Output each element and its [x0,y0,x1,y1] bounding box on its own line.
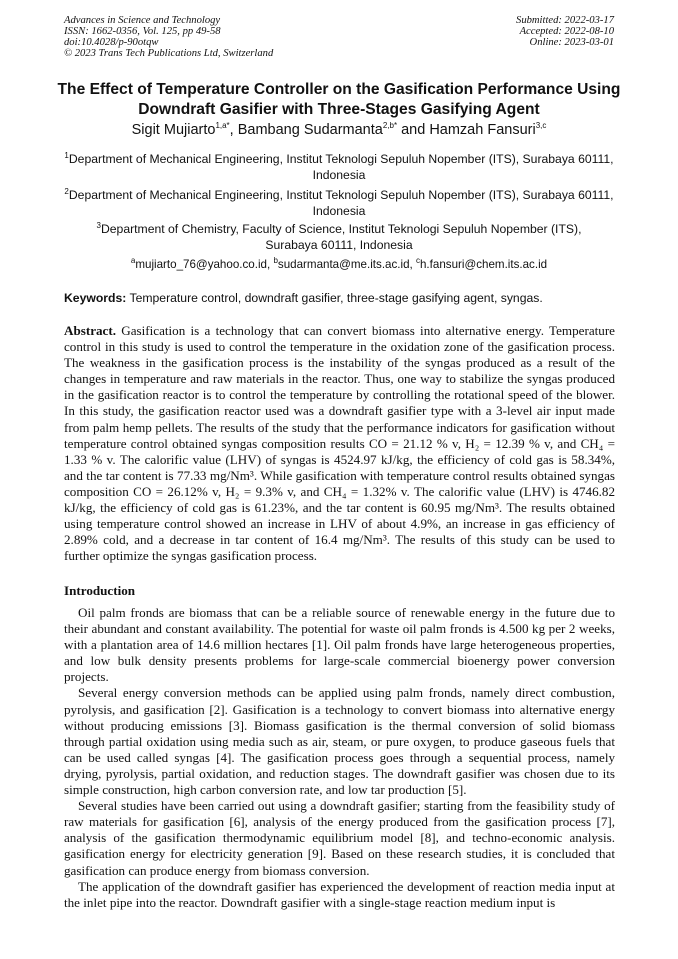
aff-sup: 2 [64,186,69,196]
accepted-date: Accepted: 2022-08-10 [519,26,614,37]
email-sup: b [273,256,278,266]
abstract-label: Abstract. [64,323,116,338]
email-link[interactable]: sudarmanta@me.its.ac.id [277,258,410,271]
issn: ISSN: 1662-0356, Vol. 125, pp 49-58 [64,26,221,37]
paragraph: Oil palm fronds are biomass that can be a reliable source of renewable energy in the future due to their abundant and constant availability. The potential for waste oil palm fronds is 4.500 kg per 2 weeks, with a plantation area of 14.6 million hectares [1]. Oil palm fronds have large heterogeneous properties, and low bulk density presents problems for large-scale commercial bioenergy power conversion projects. [64,605,615,685]
submitted-date: Submitted: 2022-03-17 [516,15,614,26]
author-name: Hamzah Fansuri [429,122,536,138]
email-sup: a [130,256,136,266]
journal-info [64,15,273,59]
online-date: Online: 2023-03-01 [529,37,614,48]
email-link[interactable]: h.fansuri@chem.its.ac.id [419,258,548,271]
aff-text: Department of Chemistry, Faculty of Science, Institut Teknologi Sepuluh Nopember (ITS), Surabaya 60111, Indonesia [100,222,582,252]
paper-title: The Effect of Temperature Controller on the Gasification Performance Using Downdraft Gasifier with Three-Stages Gasifying Agent [57,81,621,118]
doi: doi:10.4028/p-90otqw [64,37,159,48]
keywords-label: Keywords: [64,291,127,305]
keywords [64,291,624,305]
aff-text: Department of Mechanical Engineering, Institut Teknologi Sepuluh Nopember (ITS), Surabaya 60111, Indonesia [68,152,614,182]
paragraph: Several energy conversion methods can be applied using palm fronds, namely direct combustion, pyrolysis, and gasification [2]. Gasification is a technology to convert biomass into alternative energy without producing emissions [3]. Biomass gasification is the thermal conversion of solid biomass through partial oxidation using media such as air, steam, or pure oxygen, to produce gaseous fuels that can be used called syngas [4]. The gasification process goes through a sequential process, namely drying, pyrolysis, partial oxidation, and reduction stages. The downdraft gasifier was chosen due to its simple construction, high carbon conversion rate, and low tar production [5]. [64,685,615,798]
abstract-text: Gasification is a technology that can convert biomass into alternative energy. Temperature control in this study is used to control the temperature in the oxidation zone of the gasification process. The weakness in the gasification process is the instability of the syngas produced as a result of the changes in temperature and raw materials in the reactor. Thus, one way to stabilize the syngas produced in the gasification reactor is to control the temperature by controlling the rotational speed of the blower. In this study, the gasification reactor used was a downdraft gasifier type with a 3-level air input made from palm hemp pellets. The results of the study that the performance indicators for gasification without temperature control obtained syngas composition results CO = 21.12 % v, H₂ = 12.39 % v, and CH₄ = 1.33 % v. The calorific value (LHV) of syngas is 4524.97 kJ/kg, the efficiency of cold gas is 58.34%, and the tar content is 77.33 mg/Nm³. While gasification with temperature control results obtained syngas composition CO = 26.12% v, H₂ = 9.3% v, and CH₄ = 1.32% v. The calorific value (LHV) is 4746.82 kJ/kg, the efficiency of cold gas is 61.23%, and the tar content is 60.95 mg/Nm³. The results obtained using temperature control showed an increase in LHV of about 4.9%, an increase in gas efficiency of 2.89% cold, and a decrease in tar content of 16.4 mg/Nm³. The results of this study can be used to further optimize the syngas gasification process. [64,323,615,564]
author-sup: 1,a* [215,121,230,131]
author-sup: 2,b* [382,121,398,131]
aff-sup: 3 [96,220,101,230]
dates-info [516,15,614,48]
author-sup: 3,c [535,121,547,131]
paragraph: Several studies have been carried out using a downdraft gasifier; starting from the feasibility study of raw materials for gasification [6], analysis of the energy produced from the gasification process [7], analysis of the gasification thermodynamic equilibrium model [8], and techno-economic analysis. gasification energy for electricity generation [9]. Based on these research studies, it is concluded that gasification can produce energy from biomass conversion. [64,798,615,878]
affiliation-2 [60,187,618,219]
author-list [40,122,638,138]
email-sup: c [415,256,420,266]
affiliation-3 [80,221,598,253]
aff-sup: 1 [64,150,69,160]
author-name: Bambang Sudarmanta [237,122,383,138]
aff-text: Department of Mechanical Engineering, Institut Teknologi Sepuluh Nopember (ITS), Surabaya 60111, Indonesia [68,188,614,218]
paragraph: The application of the downdraft gasifier has experienced the development of reaction media input at the inlet pipe into the reactor. Downdraft gasifier with a single-stage reaction medium input is [64,878,615,910]
introduction-body [64,605,615,911]
email-link[interactable]: mujiarto_76@yahoo.co.id [135,258,267,271]
emails: $^a$mujiarto_76@yahoo.co.id, $^b$sudarmanta@me.its.ac.id, $^c$h.fansuri@chem.its.ac.id [130,256,548,271]
section-heading-introduction: Introduction [64,583,136,598]
journal-name: Advances in Science and Technology [64,15,221,26]
separator: and [397,122,430,138]
abstract [64,323,615,564]
keywords-text: Temperature control, downdraft gasifier, three-stage gasifying agent, syngas. [129,291,543,305]
affiliation-1 [60,151,618,183]
separator: , [229,122,238,138]
author-name: Sigit Mujiarto [131,122,216,138]
copyright: © 2023 Trans Tech Publications Ltd, Switzerland [64,48,274,59]
